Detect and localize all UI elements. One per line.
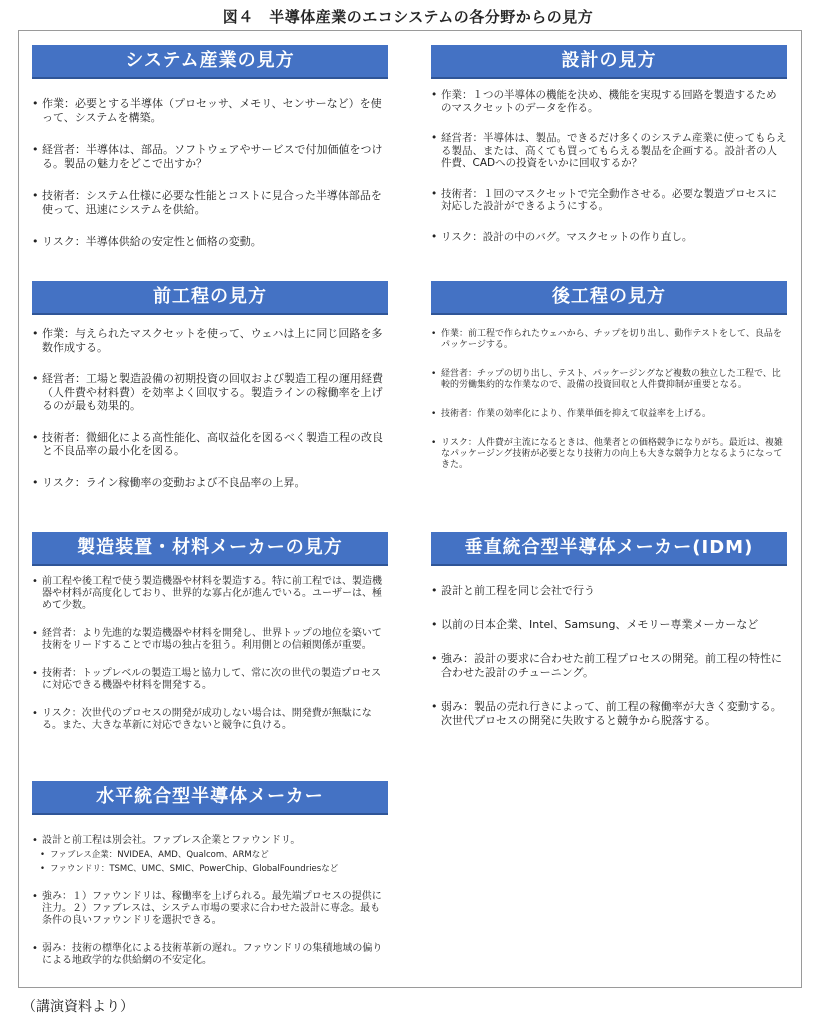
section-heading: 設計の見方 xyxy=(431,45,787,79)
section-heading: 水平統合型半導体メーカー xyxy=(32,781,388,815)
figure-frame xyxy=(18,30,802,988)
source-caption: （講演資料より） xyxy=(22,999,134,1015)
bullet-item: • 技術者：作業の効率化により、作業単価を抑えて収益率を上げる。 xyxy=(431,409,787,420)
bullet-item: • 技術者：微細化による高性能化、高収益化を図るべく製造工程の改良と不良品率の最小化を図る。 xyxy=(32,431,388,458)
bullet-item: • 設計と前工程を同じ会社で行う xyxy=(431,584,787,598)
bullet-item: • 経営者：チップの切り出し、テスト、パッケージングなど複数の独立した工程で、比較的労働集約的な作業なので、設備の投資回収と人件費抑制が重要となる。 xyxy=(431,369,787,391)
section-heading: 製造装置・材料メーカーの見方 xyxy=(32,532,388,566)
section-heading: 後工程の見方 xyxy=(431,281,787,315)
bullet-item: • 作業：与えられたマスクセットを使って、ウェハは上に同じ回路を多数作成する。 xyxy=(32,327,388,354)
bullet-item: • 設計と前工程は別会社。ファブレス企業とファウンドリ。 xyxy=(32,835,388,847)
bullet-item: • 経営者：半導体は、製品。できるだけ多くのシステム産業に使ってもらえる製品、または、高くても買ってもらえる製品を企画する。設計者の人件費、CADへの投資をいかに回収するか？ xyxy=(431,132,787,170)
bullet-item: • 経営者：半導体は、部品。ソフトウェアやサービスで付加価値をつける。製品の魅力をどこで出すか？ xyxy=(32,143,388,171)
bullet-item: • 技術者：システム仕様に必要な性能とコストに見合った半導体部品を使って、迅速にシステムを供給。 xyxy=(32,189,388,217)
sub-bullet-item: • ファウンドリ：TSMC、UMC、SMIC、PowerChip、GlobalFoundriesなど xyxy=(32,863,388,875)
sub-bullet-item: • ファブレス企業：NVIDEA、AMD、Qualcom、ARMなど xyxy=(32,849,388,861)
section-back-end-process xyxy=(431,281,787,471)
bullet-item: • リスク：半導体供給の安定性と価格の変動。 xyxy=(32,235,388,249)
bullet-item: • 作業：必要とする半導体（プロセッサ、メモリ、センサーなど）を使って、システムを構築。 xyxy=(32,97,388,125)
section-heading: 前工程の見方 xyxy=(32,281,388,315)
bullet-item: • 作業：１つの半導体の機能を決め、機能を実現する回路を製造するためのマスクセットのデータを作る。 xyxy=(431,89,787,114)
section-system-industry xyxy=(32,45,388,249)
bullet-item: • 経営者：工場と製造設備の初期投資の回収および製造工程の運用経費（人件費や材料費）を効率よく回収する。製造ラインの稼働率を上げるのが最も効果的。 xyxy=(32,372,388,413)
bullet-item: • リスク：設計の中のバグ。マスクセットの作り直し。 xyxy=(431,231,787,244)
bullet-item: • 弱み：製品の売れ行きによって、前工程の稼働率が大きく変動する。次世代プロセスの開発に失敗すると競争から脱落する。 xyxy=(431,700,787,728)
bullet-item: • 作業：前工程で作られたウェハから、チップを切り出し、動作テストをして、良品をパッケージする。 xyxy=(431,329,787,351)
section-design xyxy=(431,45,787,243)
bullet-item: • 以前の日本企業、Intel、Samsung、メモリー専業メーカーなど xyxy=(431,618,787,632)
bullet-item: • リスク：人件費が主流になるときは、他業者との価格競争になりがち。最近は、複雑なパッケージング技術が必要となり技術力の向上も大きな競争力となるようになってきた。 xyxy=(431,438,787,471)
bullet-item: • リスク：次世代のプロセスの開発が成功しない場合は、開発費が無駄になる。また、大きな革新に対応できないと競争に負ける。 xyxy=(32,708,388,732)
bullet-item: • 技術者：トップレベルの製造工場と協力して、常に次の世代の製造プロセスに対応できる機器や材料を開発する。 xyxy=(32,668,388,692)
bullet-item: • 強み：設計の要求に合わせた前工程プロセスの開発。前工程の特性に合わせた設計のチューニング。 xyxy=(431,652,787,680)
bullet-item: • 強み：１）ファウンドリは、稼働率を上げられる。最先端プロセスの提供に注力。２）ファブレスは、システム市場の要求に合わせた設計に専念。最も条件の良いファウンドリを選択できる。 xyxy=(32,891,388,927)
section-heading: 垂直統合型半導体メーカー(IDM) xyxy=(431,532,787,566)
bullet-item: • リスク：ライン稼働率の変動および不良品率の上昇。 xyxy=(32,476,388,490)
bullet-item: • 経営者：より先進的な製造機器や材料を開発し、世界トップの地位を築いて技術をリードすることで市場の独占を狙う。利用側との信頼関係が重要。 xyxy=(32,628,388,652)
section-equipment-materials-maker xyxy=(32,532,388,732)
figure-title: 図４ 半導体産業のエコシステムの各分野からの見方 xyxy=(222,8,594,26)
section-front-end-process xyxy=(32,281,388,489)
bullet-item: • 弱み：技術の標準化による技術革新の遅れ。ファウンドリの集積地域の偏りによる地政学的な供給網の不安定化。 xyxy=(32,943,388,967)
section-horizontal-maker xyxy=(32,781,388,967)
bullet-item: • 技術者：１回のマスクセットで完全動作させる。必要な製造プロセスに対応した設計ができるようにする。 xyxy=(431,188,787,213)
section-heading: システム産業の見方 xyxy=(32,45,388,79)
section-idm xyxy=(431,532,787,728)
bullet-item: • 前工程や後工程で使う製造機器や材料を製造する。特に前工程では、製造機器や材料が高度化しており、世界的な寡占化が進んでいる。ユーザーは、極めて少数。 xyxy=(32,576,388,612)
